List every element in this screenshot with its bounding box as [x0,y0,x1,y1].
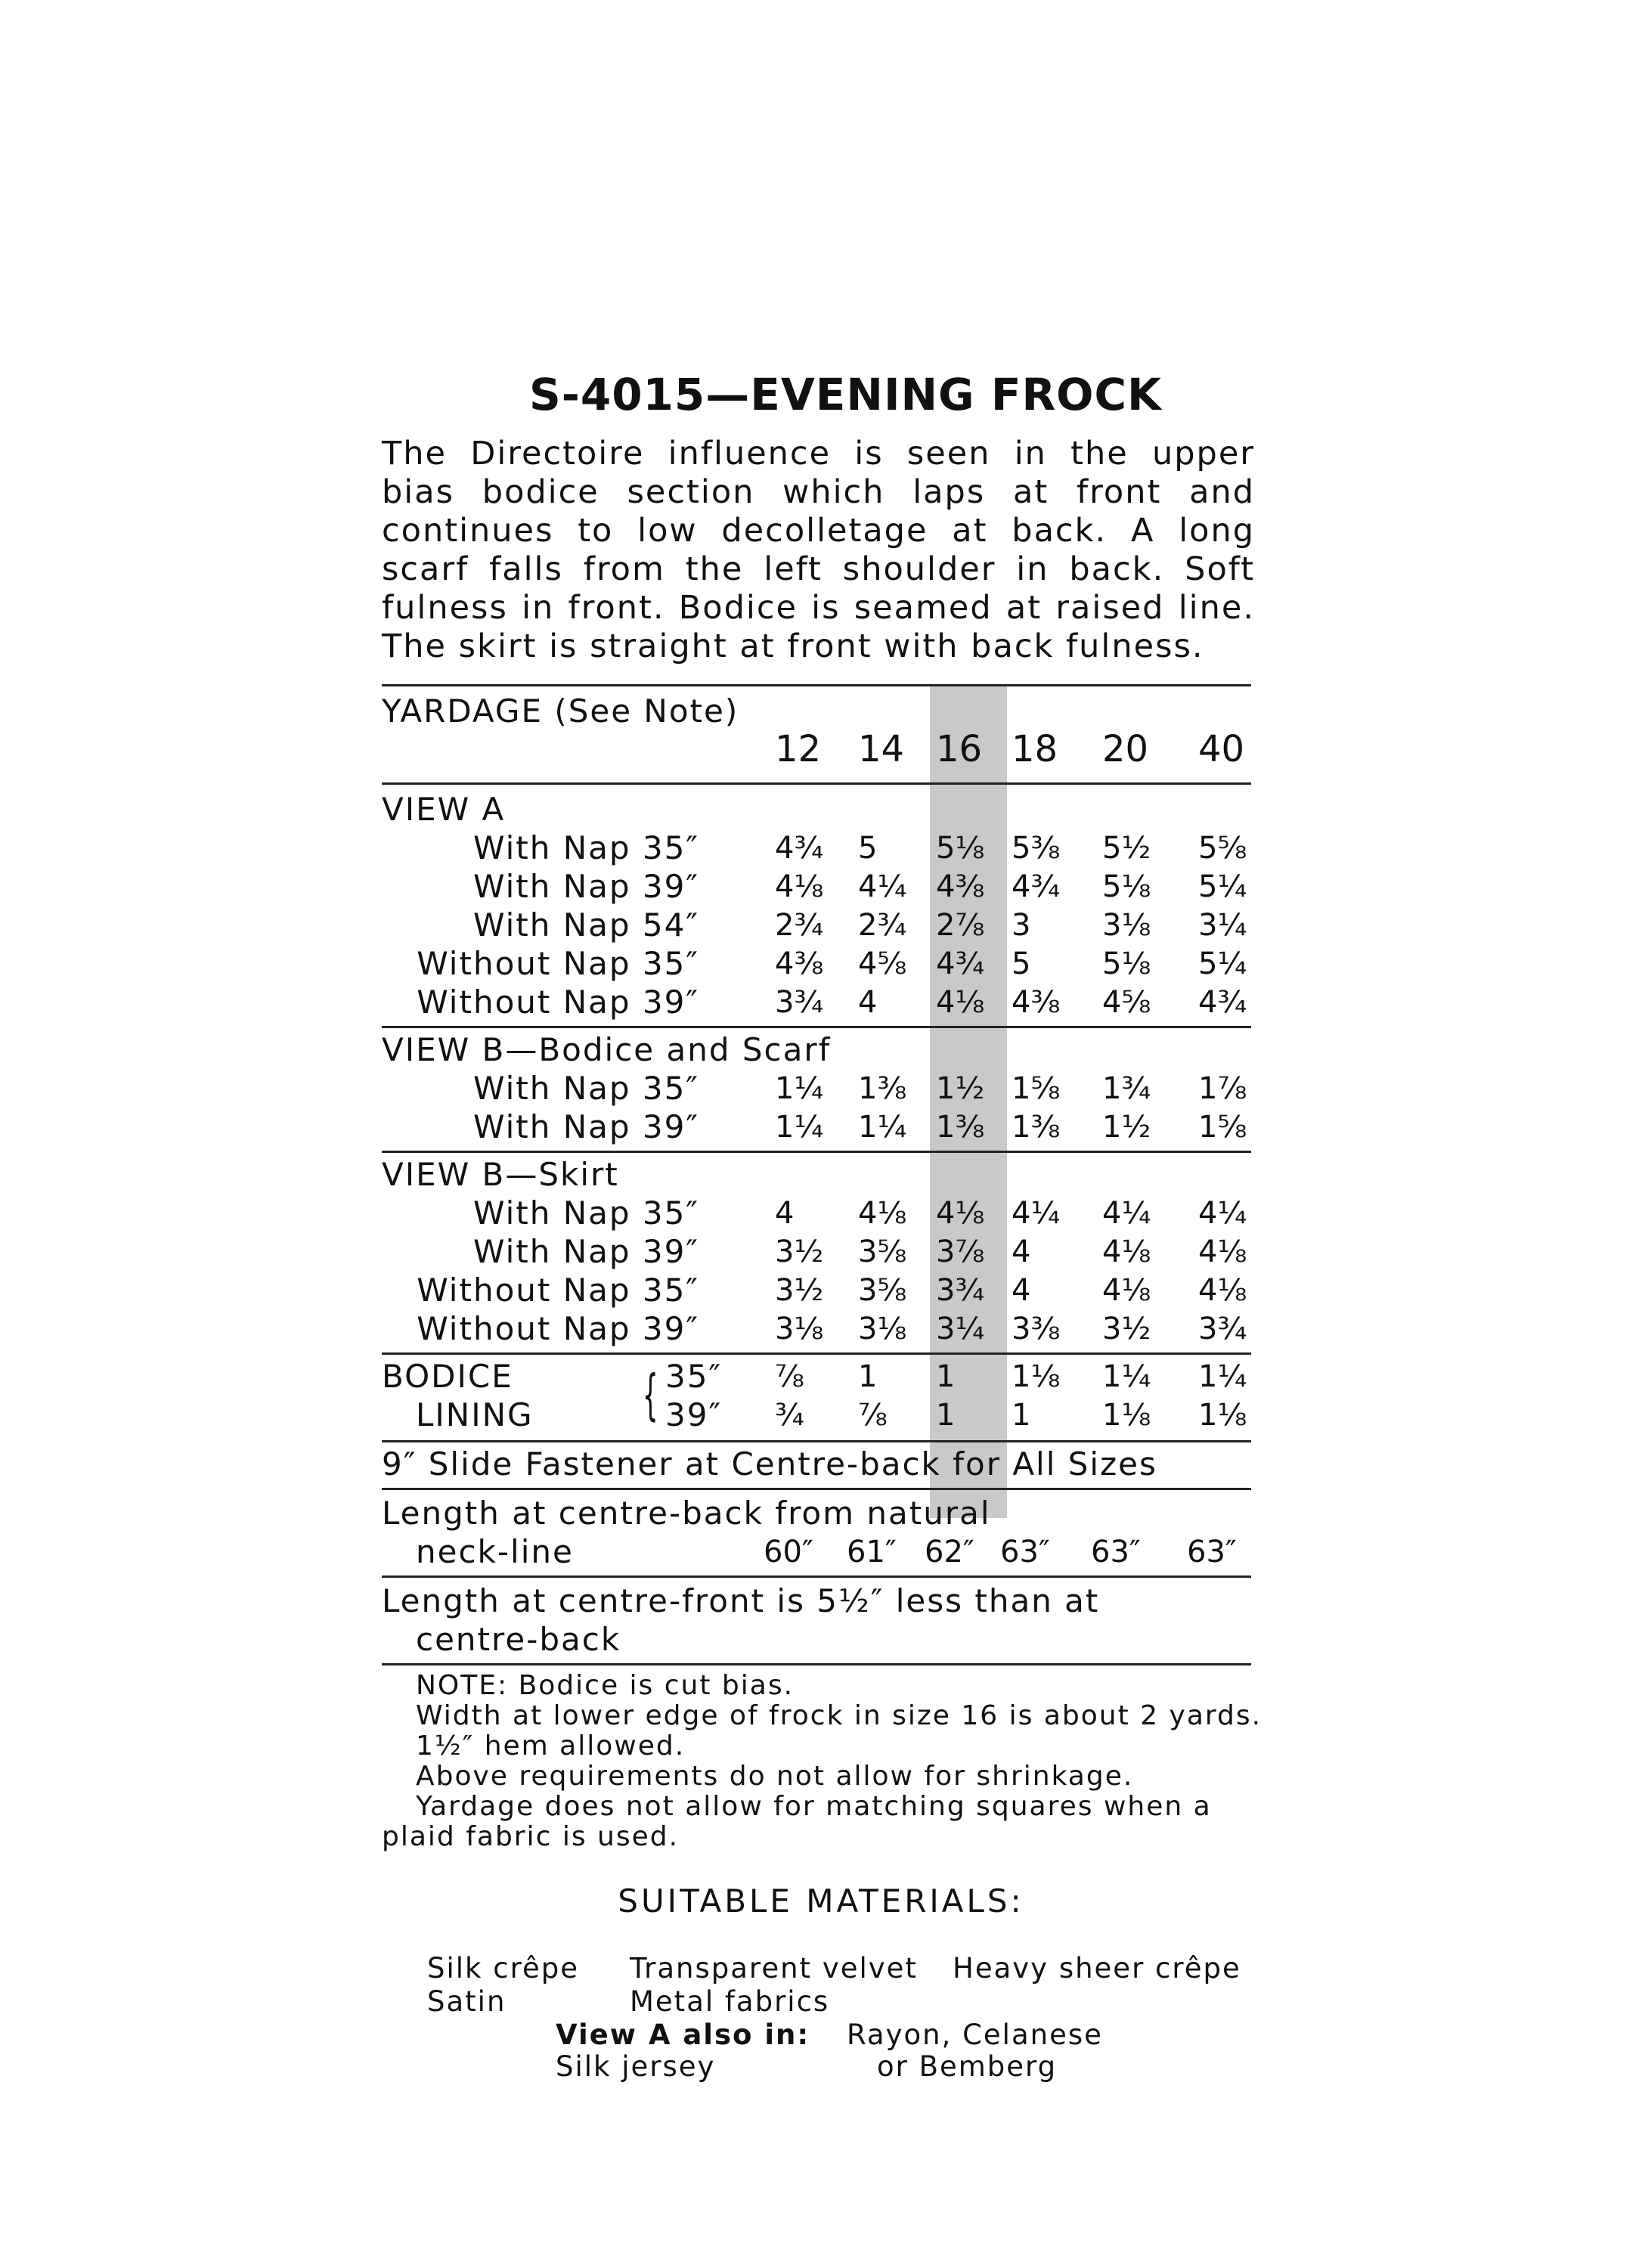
group-label: VIEW B—Bodice and Scarf [382,1031,832,1068]
yardage-value: ¾ [775,1398,804,1433]
group-label: VIEW B—Skirt [382,1156,619,1193]
yardage-value: 1½ [936,1071,985,1106]
brace-icon: { [643,1363,658,1427]
yardage-value: 1⅞ [1198,1071,1247,1106]
yardage-value: 3⅛ [1102,908,1151,943]
yardage-value: 4⅛ [1102,1273,1151,1308]
yardage-value: 3⅜ [1012,1312,1061,1346]
yardage-value: ⅞ [858,1398,888,1433]
size-header: 12 [775,728,822,770]
yardage-value: 3⅛ [775,1312,824,1346]
yardage-value: 3⅞ [936,1235,985,1269]
row-label: Without Nap 39″ [417,1310,699,1347]
row-label: With Nap 35″ [472,829,699,866]
yardage-value: 1⅜ [858,1071,907,1106]
row-label: With Nap 39″ [472,868,699,905]
material-item: Transparent velvet [630,1952,918,1984]
size-header: 18 [1012,728,1058,770]
length-value: 62″ [925,1535,974,1569]
yardage-value: 3⅝ [858,1273,907,1308]
yardage-value: 1⅛ [1012,1359,1061,1394]
rule-line [382,1576,1251,1578]
yardage-value: 4 [858,985,878,1020]
yardage-value: 5⅜ [1012,831,1061,866]
yardage-value: 1 [936,1359,956,1394]
yardage-value: 1⅝ [1198,1110,1247,1145]
note-line: NOTE: Bodice is cut bias. [416,1670,795,1701]
yardage-value: ⅞ [775,1359,804,1394]
length-value: 63″ [1000,1535,1050,1569]
yardage-value: 3½ [775,1235,824,1269]
yardage-value: 5 [858,831,878,866]
yardage-value: 1¼ [1102,1359,1151,1394]
length-value: 60″ [764,1535,813,1569]
yardage-value: 5¼ [1198,947,1247,981]
length-front-label2: centre-back [416,1621,621,1658]
rule-line [382,684,1251,686]
lining-width: 35″ [665,1358,723,1395]
note-line: Above requirements do not allow for shrinkage. [416,1761,1134,1792]
rule-line [382,1026,1251,1028]
length-value: 63″ [1091,1535,1141,1569]
row-label: With Nap 35″ [472,1070,699,1107]
yardage-value: 2⅞ [936,908,985,943]
yardage-table [382,684,1251,1658]
yardage-value: 1¾ [1102,1071,1151,1106]
material-item: Silk crêpe [427,1952,579,1984]
yardage-value: 5¼ [1198,869,1247,904]
length-value: 63″ [1187,1535,1237,1569]
rule-line [382,1488,1251,1490]
yardage-value: 4¾ [1198,985,1247,1020]
yardage-value: 5⅝ [1198,831,1247,866]
yardage-value: 3¼ [1198,908,1247,943]
yardage-value: 4⅛ [1198,1235,1247,1269]
rule-line [382,1352,1251,1355]
yardage-value: 4⅛ [1102,1235,1151,1269]
note-line: Width at lower edge of frock in size 16 is about 2 yards. [416,1700,1262,1731]
row-label: With Nap 39″ [472,1233,699,1270]
yardage-value: 3⅝ [858,1235,907,1269]
yardage-value: 4⅝ [858,947,907,981]
length-front-label: Length at centre-front is 5½″ less than at [382,1582,1100,1619]
size-header: 20 [1102,728,1149,770]
length-back-label2: neck-line [416,1533,574,1570]
lining-width: 39″ [665,1396,723,1433]
size-header: 40 [1198,728,1245,770]
yardage-value: 1¼ [775,1071,824,1106]
yardage-value: 2¾ [858,908,907,943]
group-label: VIEW A [382,791,506,828]
material-item: or Bemberg [877,2050,1058,2083]
row-label: With Nap 54″ [472,906,699,943]
rule-line [382,1151,1251,1153]
note-line: plaid fabric is used. [382,1821,680,1852]
yardage-value: 1¼ [1198,1359,1247,1394]
material-item: Metal fabrics [630,1985,830,2018]
yardage-value: 3 [1012,908,1031,943]
yardage-value: 4⅛ [858,1196,907,1231]
yardage-value: 4⅜ [936,869,985,904]
page-title: S-4015—EVENING FROCK [529,369,1162,420]
yardage-value: 4⅛ [936,985,985,1020]
yardage-value: 4⅜ [1012,985,1061,1020]
row-label: With Nap 35″ [472,1194,699,1232]
yardage-value: 4¼ [1012,1196,1061,1231]
length-back-label: Length at centre-back from natural [382,1495,991,1532]
length-value: 61″ [847,1535,897,1569]
yardage-value: 4⅝ [1102,985,1151,1020]
yardage-value: 4⅛ [1198,1273,1247,1308]
yardage-value: 2¾ [775,908,824,943]
yardage-value: 5⅛ [1102,947,1151,981]
yardage-value: 5⅛ [936,831,985,866]
yardage-value: 1½ [1102,1110,1151,1145]
yardage-value: 3¾ [936,1273,985,1308]
yardage-value: 4¾ [775,831,824,866]
yardage-value: 4 [775,1196,795,1231]
yardage-value: 4¾ [1012,869,1061,904]
description: The Directoire influence is seen in the upper bias bodice section which laps at front and continues to low decolletage at back. A long scarf falls from the left shoulder in back. Soft fulness in front. Bodice is seamed at raised line. The skirt is straight at front with back fulness. [382,435,1255,665]
yardage-value: 1⅜ [936,1110,985,1145]
rule-line [382,782,1251,785]
yardage-value: 4⅜ [775,947,824,981]
yardage-value: 3¾ [1198,1312,1247,1346]
yardage-value: 1 [858,1359,878,1394]
note-line: Yardage does not allow for matching squares when a [416,1791,1212,1822]
material-item: Rayon, Celanese [847,2019,1103,2051]
view-a-label: View A also in: [556,2019,810,2051]
yardage-value: 4¼ [1198,1196,1247,1231]
yardage-value: 4 [1012,1235,1031,1269]
yardage-header: YARDAGE (See Note) [382,692,739,730]
rule-line [382,1663,1251,1665]
yardage-value: 4 [1012,1273,1031,1308]
yardage-value: 5½ [1102,831,1151,866]
fastener-text: 9″ Slide Fastener at Centre-back for All Sizes [382,1445,1157,1483]
yardage-value: 3¼ [936,1312,985,1346]
yardage-value: 3¾ [775,985,824,1020]
row-label: Without Nap 35″ [417,1272,699,1309]
material-item: Silk jersey [556,2050,716,2083]
yardage-value: 4¼ [1102,1196,1151,1231]
row-label: With Nap 39″ [472,1108,699,1145]
row-label: Without Nap 39″ [417,984,699,1021]
lining-label: LINING [416,1396,534,1433]
yardage-value: 1¼ [858,1110,907,1145]
yardage-value: 1⅝ [1012,1071,1061,1106]
yardage-value: 1¼ [775,1110,824,1145]
size-header: 16 [936,728,983,770]
yardage-value: 1⅜ [1012,1110,1061,1145]
yardage-value: 3½ [775,1273,824,1308]
material-item: Heavy sheer crêpe [953,1952,1241,1984]
yardage-value: 1⅛ [1198,1398,1247,1433]
notes [382,1670,1262,1852]
yardage-value: 4¼ [858,869,907,904]
yardage-value: 5⅛ [1102,869,1151,904]
yardage-value: 1 [936,1398,956,1433]
yardage-value: 5 [1012,947,1031,981]
material-item: Satin [427,1985,507,2018]
size-header: 14 [858,728,905,770]
bodice-label: BODICE [382,1358,513,1395]
row-label: Without Nap 35″ [417,945,699,982]
note-line: 1½″ hem allowed. [416,1730,686,1761]
materials-heading: SUITABLE MATERIALS: [618,1882,1024,1919]
yardage-value: 4⅛ [936,1196,985,1231]
yardage-value: 3⅛ [858,1312,907,1346]
rule-line [382,1440,1251,1442]
yardage-value: 1⅛ [1102,1398,1151,1433]
yardage-value: 3½ [1102,1312,1151,1346]
yardage-value: 1 [1012,1398,1031,1433]
yardage-value: 4¾ [936,947,985,981]
yardage-value: 4⅛ [775,869,824,904]
